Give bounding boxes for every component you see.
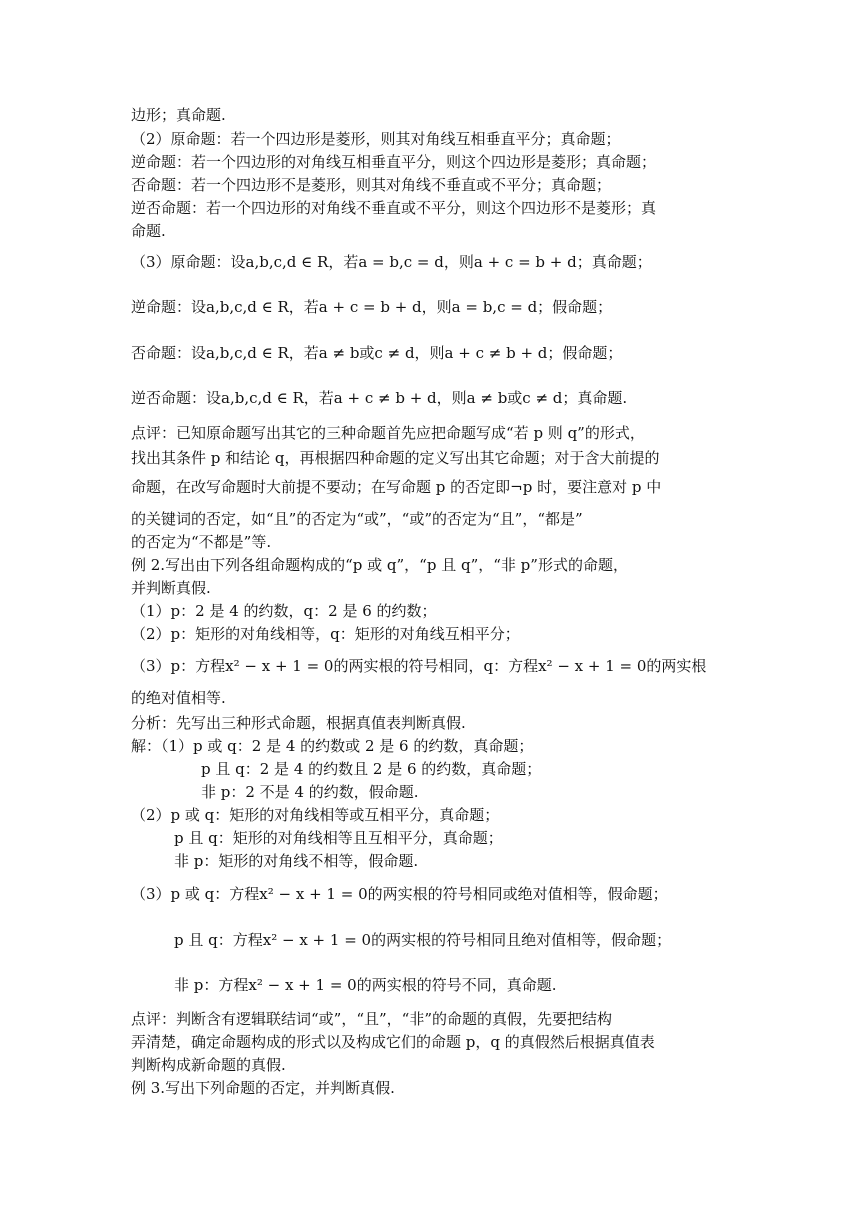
text-line: 点评：判断含有逻辑联结词“或”，“且”，“非”的命题的真假，先要把结构 bbox=[131, 1010, 613, 1028]
text-line: 非 p：方程x² − x + 1 = 0的两实根的符号不同，真命题. bbox=[174, 976, 557, 994]
text-line: 逆命题：设a,b,c,d ∈ R，若a + c = b + d，则a = b,c = d；假命题； bbox=[131, 298, 613, 316]
text-line: （2）p：矩形的对角线相等，q：矩形的对角线互相平分； bbox=[131, 625, 520, 643]
text-line: 找出其条件 p 和结论 q，再根据四种命题的定义写出其它命题；对于含大前提的 bbox=[131, 449, 660, 467]
text-line: 的否定为“不都是”等. bbox=[131, 533, 272, 551]
text-line: （1）p：2 是 4 的约数，q：2 是 6 的约数； bbox=[131, 602, 437, 620]
text-line: p 且 q：2 是 4 的约数且 2 是 6 的约数，真命题； bbox=[201, 760, 542, 778]
text-line: （2）原命题：若一个四边形是菱形，则其对角线互相垂直平分；真命题； bbox=[131, 130, 621, 148]
text-line: 否命题：若一个四边形不是菱形，则其对角线不垂直或不平分；真命题； bbox=[131, 176, 612, 194]
text-line: p 且 q：方程x² − x + 1 = 0的两实根的符号相同且绝对值相等，假命题； bbox=[174, 931, 672, 949]
text-line: 弄清楚，确定命题构成的形式以及构成它们的命题 p，q 的真假然后根据真值表 bbox=[131, 1033, 655, 1051]
text-line: 逆否命题：若一个四边形的对角线不垂直或不平分，则这个四边形不是菱形；真 bbox=[131, 199, 657, 217]
text-line: 逆命题：若一个四边形的对角线互相垂直平分，则这个四边形是菱形；真命题； bbox=[131, 153, 657, 171]
text-line: （3）p：方程x² − x + 1 = 0的两实根的符号相同，q：方程x² − x + 1 = 0的两实根 bbox=[131, 657, 707, 675]
text-line: 的绝对值相等. bbox=[131, 689, 226, 707]
text-line: 命题，在改写命题时大前提不要动；在写命题 p 的否定即¬p 时，要注意对 p 中 bbox=[131, 478, 662, 496]
text-line: 例 3.写出下列命题的否定，并判断真假. bbox=[131, 1079, 395, 1097]
text-line: 逆否命题：设a,b,c,d ∈ R，若a + c ≠ b + d，则a ≠ b或c ≠ d；真命题. bbox=[131, 389, 628, 407]
text-line: （3）原命题：设a,b,c,d ∈ R，若a = b,c = d，则a + c = b + d；真命题； bbox=[131, 253, 652, 271]
text-line: 解：（1）p 或 q：2 是 4 的约数或 2 是 6 的约数，真命题； bbox=[131, 737, 534, 755]
text-line: 否命题：设a,b,c,d ∈ R，若a ≠ b或c ≠ d，则a + c ≠ b + d；假命题； bbox=[131, 344, 623, 362]
text-line: 分析：先写出三种形式命题，根据真值表判断真假. bbox=[131, 714, 466, 732]
text-line: 边形；真命题. bbox=[131, 106, 226, 124]
text-line: （2）p 或 q：矩形的对角线相等或互相平分，真命题； bbox=[131, 806, 500, 824]
text-line: p 且 q：矩形的对角线相等且互相平分，真命题； bbox=[174, 829, 503, 847]
text-line: 判断构成新命题的真假. bbox=[131, 1056, 286, 1074]
text-line: 的关键词的否定，如“且”的否定为“或”，“或”的否定为“且”，“都是” bbox=[131, 510, 583, 528]
text-line: （3）p 或 q：方程x² − x + 1 = 0的两实根的符号相同或绝对值相等，假命题； bbox=[131, 885, 668, 903]
text-line: 并判断真假. bbox=[131, 579, 211, 597]
text-line: 非 p：2 不是 4 的约数，假命题. bbox=[201, 783, 419, 801]
text-line: 点评：已知原命题写出其它的三种命题首先应把命题写成“若 p 则 q”的形式， bbox=[131, 424, 645, 442]
text-line: 命题. bbox=[131, 222, 166, 240]
text-line: 例 2.写出由下列各组命题构成的“p 或 q”，“p 且 q”，“非 p”形式的命题， bbox=[131, 556, 628, 574]
text-line: 非 p：矩形的对角线不相等，假命题. bbox=[174, 852, 419, 870]
